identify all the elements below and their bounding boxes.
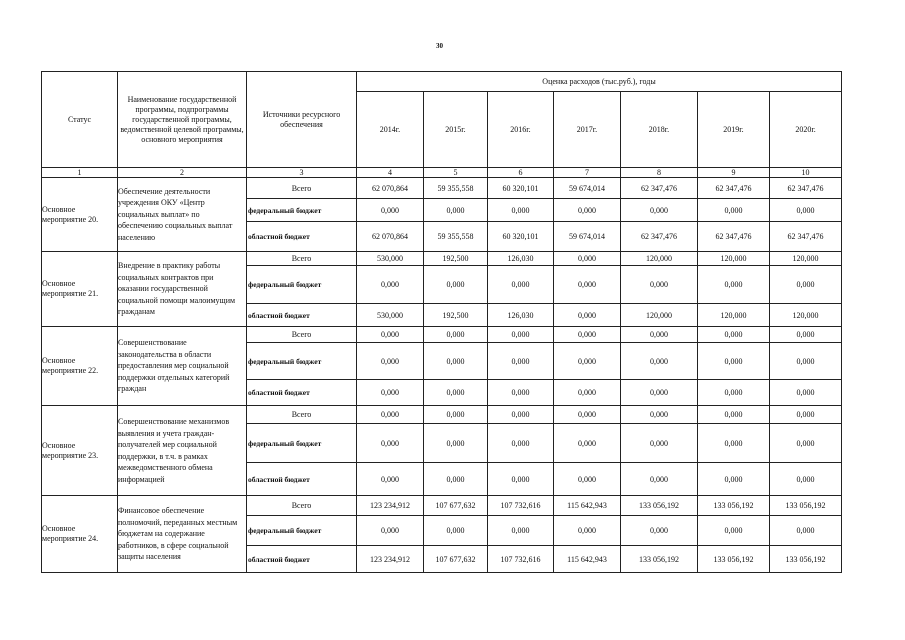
source-label: федеральный бюджет — [247, 516, 357, 546]
page-number: 30 — [436, 42, 443, 50]
value-cell: 0,000 — [698, 424, 770, 463]
value-cell: 0,000 — [424, 343, 488, 380]
value-cell: 0,000 — [554, 266, 621, 304]
value-cell: 0,000 — [488, 380, 554, 406]
table-row — [42, 178, 842, 199]
value-cell: 0,000 — [554, 406, 621, 424]
value-cell: 0,000 — [488, 516, 554, 546]
value-cell: 530,000 — [357, 252, 424, 266]
column-number: 2 — [118, 168, 247, 178]
value-cell: 0,000 — [424, 199, 488, 222]
value-cell: 107 677,632 — [424, 496, 488, 516]
value-cell: 0,000 — [698, 516, 770, 546]
value-cell: 0,000 — [424, 516, 488, 546]
value-cell: 0,000 — [357, 343, 424, 380]
value-cell: 0,000 — [621, 199, 698, 222]
value-cell: 0,000 — [554, 424, 621, 463]
value-cell: 0,000 — [424, 424, 488, 463]
value-cell: 115 642,943 — [554, 496, 621, 516]
value-cell: 0,000 — [554, 252, 621, 266]
header-year: 2020г. — [770, 92, 842, 168]
value-cell: 133 056,192 — [621, 496, 698, 516]
value-cell: 0,000 — [770, 516, 842, 546]
event-status: Основное мероприятие 21. — [42, 252, 118, 327]
event-name: Совершенствование механизмов выявления и учета граждан-получателей мер социальной поддержки, в т.ч. в рамках межведомственного обмена информацией — [118, 406, 247, 496]
header-year: 2017г. — [554, 92, 621, 168]
source-label: областной бюджет — [247, 463, 357, 496]
value-cell: 0,000 — [424, 327, 488, 343]
header-year: 2018г. — [621, 92, 698, 168]
value-cell: 0,000 — [357, 327, 424, 343]
header-year: 2015г. — [424, 92, 488, 168]
value-cell: 126,030 — [488, 304, 554, 327]
value-cell: 120,000 — [698, 304, 770, 327]
value-cell: 59 355,558 — [424, 222, 488, 252]
value-cell: 0,000 — [424, 266, 488, 304]
value-cell: 62 347,476 — [621, 178, 698, 199]
source-label: областной бюджет — [247, 222, 357, 252]
value-cell: 0,000 — [357, 406, 424, 424]
source-label: областной бюджет — [247, 380, 357, 406]
value-cell: 62 347,476 — [698, 178, 770, 199]
value-cell: 0,000 — [357, 424, 424, 463]
value-cell: 530,000 — [357, 304, 424, 327]
event-name: Финансовое обеспечение полномочий, переданных местным бюджетам на содержание работников, в сфере социальной защиты населения — [118, 496, 247, 573]
value-cell: 0,000 — [621, 380, 698, 406]
value-cell: 0,000 — [770, 406, 842, 424]
value-cell: 0,000 — [554, 199, 621, 222]
value-cell: 107 732,616 — [488, 546, 554, 573]
value-cell: 0,000 — [357, 266, 424, 304]
event-status: Основное мероприятие 22. — [42, 327, 118, 406]
value-cell: 0,000 — [488, 463, 554, 496]
source-label: федеральный бюджет — [247, 199, 357, 222]
value-cell: 0,000 — [770, 380, 842, 406]
value-cell: 0,000 — [357, 516, 424, 546]
source-label: областной бюджет — [247, 304, 357, 327]
source-label: областной бюджет — [247, 546, 357, 573]
value-cell: 62 347,476 — [770, 222, 842, 252]
source-label: Всего — [247, 252, 357, 266]
value-cell: 0,000 — [554, 463, 621, 496]
value-cell: 0,000 — [424, 463, 488, 496]
value-cell: 59 674,014 — [554, 222, 621, 252]
header-year: 2016г. — [488, 92, 554, 168]
value-cell: 107 732,616 — [488, 496, 554, 516]
column-number: 9 — [698, 168, 770, 178]
table-row — [42, 252, 842, 266]
value-cell: 0,000 — [621, 406, 698, 424]
value-cell: 0,000 — [488, 327, 554, 343]
value-cell: 0,000 — [770, 327, 842, 343]
value-cell: 0,000 — [488, 424, 554, 463]
value-cell: 0,000 — [698, 327, 770, 343]
value-cell: 0,000 — [621, 516, 698, 546]
event-name: Внедрение в практику работы социальных контрактов при оказании государственной социальной помощи малоимущим гражданам — [118, 252, 247, 327]
value-cell: 133 056,192 — [770, 496, 842, 516]
value-cell: 0,000 — [424, 406, 488, 424]
value-cell: 120,000 — [698, 252, 770, 266]
source-label: федеральный бюджет — [247, 343, 357, 380]
value-cell: 60 320,101 — [488, 178, 554, 199]
source-label: Всего — [247, 496, 357, 516]
value-cell: 62 070,864 — [357, 222, 424, 252]
value-cell: 62 070,864 — [357, 178, 424, 199]
column-number: 3 — [247, 168, 357, 178]
value-cell: 120,000 — [621, 304, 698, 327]
column-number: 4 — [357, 168, 424, 178]
value-cell: 0,000 — [698, 406, 770, 424]
value-cell: 0,000 — [554, 304, 621, 327]
value-cell: 0,000 — [770, 343, 842, 380]
value-cell: 0,000 — [488, 266, 554, 304]
value-cell: 123 234,912 — [357, 496, 424, 516]
column-number: 5 — [424, 168, 488, 178]
source-label: Всего — [247, 327, 357, 343]
value-cell: 133 056,192 — [770, 546, 842, 573]
value-cell: 120,000 — [770, 304, 842, 327]
value-cell: 133 056,192 — [621, 546, 698, 573]
column-number: 10 — [770, 168, 842, 178]
value-cell: 0,000 — [621, 343, 698, 380]
value-cell: 0,000 — [488, 199, 554, 222]
value-cell: 0,000 — [488, 343, 554, 380]
column-number: 1 — [42, 168, 118, 178]
value-cell: 0,000 — [698, 463, 770, 496]
value-cell: 62 347,476 — [698, 222, 770, 252]
value-cell: 0,000 — [770, 266, 842, 304]
value-cell: 115 642,943 — [554, 546, 621, 573]
value-cell: 0,000 — [621, 424, 698, 463]
value-cell: 60 320,101 — [488, 222, 554, 252]
value-cell: 123 234,912 — [357, 546, 424, 573]
value-cell: 0,000 — [488, 406, 554, 424]
event-status: Основное мероприятие 23. — [42, 406, 118, 496]
value-cell: 120,000 — [770, 252, 842, 266]
value-cell: 107 677,632 — [424, 546, 488, 573]
value-cell: 0,000 — [770, 424, 842, 463]
value-cell: 0,000 — [621, 463, 698, 496]
value-cell: 59 355,558 — [424, 178, 488, 199]
value-cell: 0,000 — [357, 199, 424, 222]
value-cell: 126,030 — [488, 252, 554, 266]
value-cell: 0,000 — [770, 463, 842, 496]
event-status: Основное мероприятие 20. — [42, 178, 118, 252]
value-cell: 192,500 — [424, 304, 488, 327]
header-name: Наименование государственной программы, подпрограммы государственной программы, ведомственной целевой программы, основного мероприятия — [118, 72, 247, 168]
value-cell: 0,000 — [621, 266, 698, 304]
value-cell: 0,000 — [770, 199, 842, 222]
source-label: федеральный бюджет — [247, 266, 357, 304]
value-cell: 0,000 — [621, 327, 698, 343]
value-cell: 59 674,014 — [554, 178, 621, 199]
value-cell: 0,000 — [698, 343, 770, 380]
event-name: Совершенствование законодательства в области предоставления мер социальной поддержки отдельных категорий граждан — [118, 327, 247, 406]
header-year: 2019г. — [698, 92, 770, 168]
header-estimate: Оценка расходов (тыс.руб.), годы — [357, 72, 842, 92]
header-status: Статус — [42, 72, 118, 168]
header-year: 2014г. — [357, 92, 424, 168]
value-cell: 62 347,476 — [770, 178, 842, 199]
value-cell: 0,000 — [554, 327, 621, 343]
value-cell: 192,500 — [424, 252, 488, 266]
value-cell: 0,000 — [698, 199, 770, 222]
table-row — [42, 496, 842, 516]
value-cell: 0,000 — [424, 380, 488, 406]
table-row — [42, 327, 842, 343]
column-number: 7 — [554, 168, 621, 178]
event-status: Основное мероприятие 24. — [42, 496, 118, 573]
source-label: Всего — [247, 178, 357, 199]
value-cell: 62 347,476 — [621, 222, 698, 252]
column-number-row — [42, 168, 842, 178]
value-cell: 0,000 — [698, 380, 770, 406]
budget-table — [41, 71, 842, 573]
header-sources: Источники ресурсного обеспечения — [247, 72, 357, 168]
value-cell: 120,000 — [621, 252, 698, 266]
value-cell: 0,000 — [554, 516, 621, 546]
value-cell: 133 056,192 — [698, 546, 770, 573]
source-label: Всего — [247, 406, 357, 424]
table-row — [42, 406, 842, 424]
value-cell: 0,000 — [357, 463, 424, 496]
source-label: федеральный бюджет — [247, 424, 357, 463]
value-cell: 0,000 — [554, 343, 621, 380]
column-number: 8 — [621, 168, 698, 178]
column-number: 6 — [488, 168, 554, 178]
event-name: Обеспечение деятельности учреждения ОКУ «Центр социальных выплат» по обеспечению социальных выплат населению — [118, 178, 247, 252]
value-cell: 133 056,192 — [698, 496, 770, 516]
value-cell: 0,000 — [698, 266, 770, 304]
value-cell: 0,000 — [554, 380, 621, 406]
value-cell: 0,000 — [357, 380, 424, 406]
